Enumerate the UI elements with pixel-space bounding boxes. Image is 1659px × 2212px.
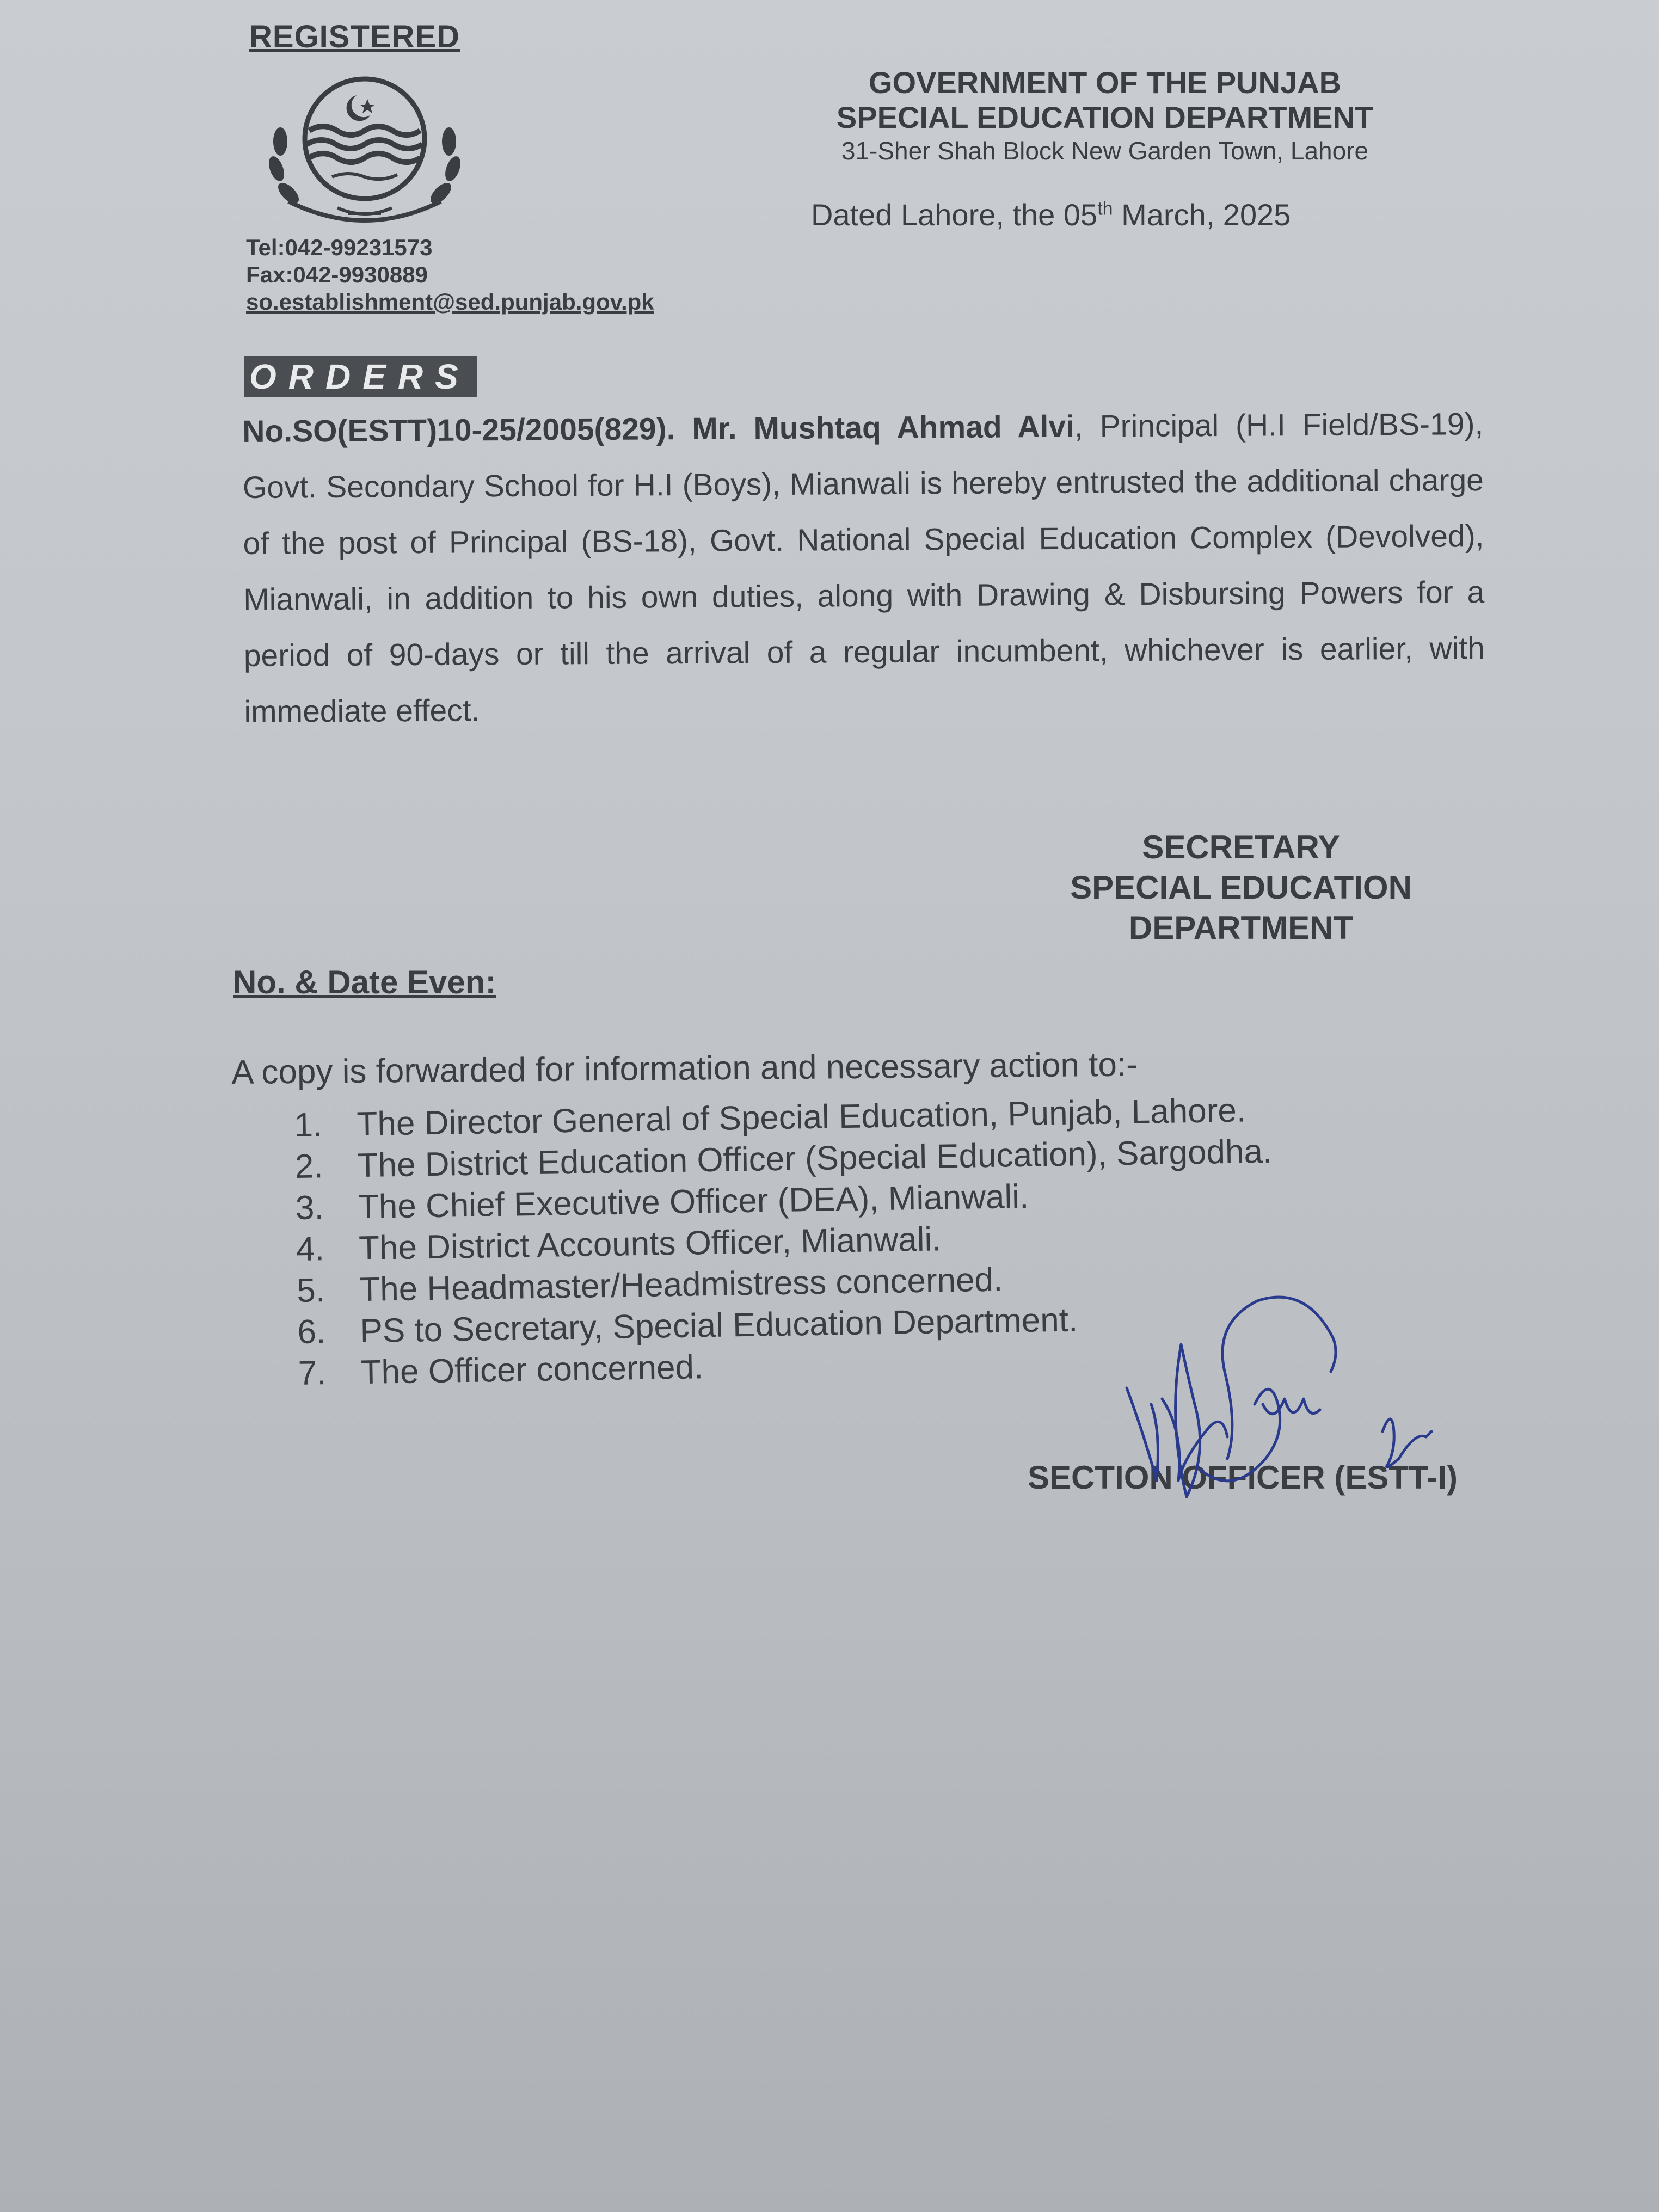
- registered-label: REGISTERED: [249, 19, 460, 54]
- department-address: 31-Sher Shah Block New Garden Town, Lahore: [841, 137, 1369, 165]
- gov-title: GOVERNMENT OF THE PUNJAB: [868, 65, 1342, 100]
- list-item-number: 1.: [294, 1106, 323, 1144]
- orders-title: ORDERS: [244, 356, 477, 397]
- contact-block: [246, 234, 654, 316]
- list-item-number: 7.: [298, 1354, 327, 1392]
- list-item-number: 3.: [295, 1189, 324, 1227]
- list-item-number: 4.: [296, 1230, 325, 1268]
- list-item-text: The Officer concerned.: [360, 1348, 704, 1392]
- order-text: , Principal (H.I Field/BS-19), Govt. Secondary School for H.I (Boys), Mianwali is hereby entrusted the additional charge of the post of Principal (BS-18), Govt. National Special Education Complex (Devolved), Mianwali, in addition to his own duties, along with Drawing & Disbursing Powers for a period of 90-days or till the arrival of a regular incumbent, whichever is earlier, with immediate effect.: [242, 407, 1485, 729]
- department-title: SPECIAL EDUCATION DEPARTMENT: [836, 100, 1374, 134]
- order-ref-number: No.SO(ESTT)10-25/2005(829).: [242, 411, 675, 449]
- email-link[interactable]: so.establishment@sed.punjab.gov.pk: [246, 289, 654, 315]
- no-date-even-heading: No. & Date Even:: [233, 964, 496, 1000]
- list-item-text: The Chief Executive Officer (DEA), Mianwali.: [358, 1177, 1029, 1226]
- list-item-text: The District Accounts Officer, Mianwali.: [358, 1220, 942, 1268]
- forwarding-intro: A copy is forwarded for information and necessary action to:-: [231, 1046, 1138, 1091]
- list-item-number: 2.: [294, 1147, 324, 1185]
- dated-line: [811, 197, 1291, 232]
- list-item-text: The District Education Officer (Special Education), Sargodha.: [357, 1132, 1273, 1185]
- secretary-dept-line: SPECIAL EDUCATION: [1070, 869, 1412, 906]
- dated-ordinal: th: [1097, 198, 1113, 219]
- fax: Fax:042-9930889: [246, 262, 428, 287]
- list-item-number: 6.: [297, 1313, 326, 1351]
- list-item-number: 5.: [296, 1271, 325, 1310]
- section-officer-title: SECTION OFFICER (ESTT-I): [1028, 1459, 1458, 1496]
- dated-prefix: Dated Lahore, the 05: [811, 198, 1098, 232]
- secretary-title: SECRETARY: [1142, 829, 1340, 865]
- order-body: [242, 396, 1485, 740]
- list-item-text: PS to Secretary, Special Education Department.: [360, 1301, 1078, 1350]
- punjab-government-emblem-icon: [256, 65, 484, 229]
- secretary-signature-block: [1034, 827, 1448, 948]
- department-heading: [806, 65, 1404, 135]
- officer-name: Mr. Mushtaq Ahmad Alvi: [692, 409, 1075, 446]
- secretary-dept-line-2: DEPARTMENT: [1128, 910, 1354, 946]
- handwritten-signature-icon: [1110, 1285, 1448, 1535]
- list-item-text: The Director General of Special Education, Punjab, Lahore.: [357, 1091, 1246, 1144]
- telephone: Tel:042-99231573: [246, 235, 433, 260]
- dated-suffix: March, 2025: [1113, 198, 1291, 232]
- list-item-text: The Headmaster/Headmistress concerned.: [359, 1261, 1003, 1309]
